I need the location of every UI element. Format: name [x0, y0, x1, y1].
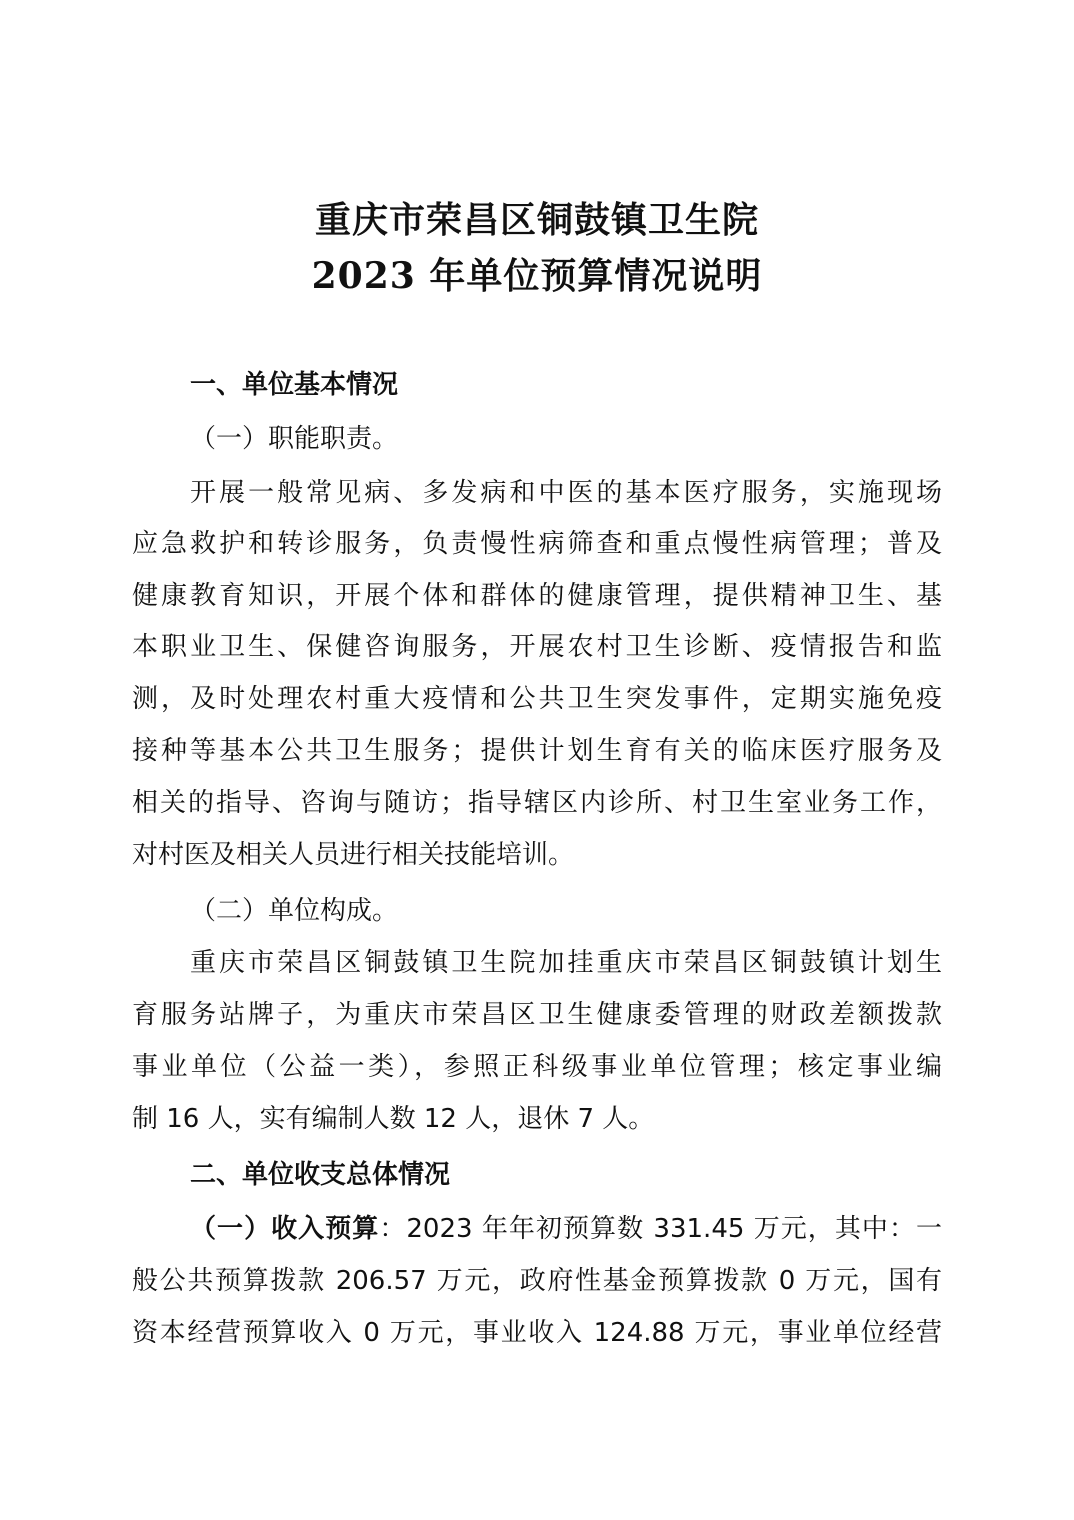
para1-line: 开展一般常见病、多发病和中医的基本医疗服务，实施现场 [190, 478, 942, 508]
document-title-line2: 2023 年单位预算情况说明 [311, 255, 763, 297]
section1-heading: 一、单位基本情况 [190, 370, 399, 400]
section1-sub2: （二）单位构成。 [190, 896, 399, 926]
para1-line: 对村医及相关人员进行相关技能培训。 [132, 840, 575, 870]
para1-line: 相关的指导、咨询与随访；指导辖区内诊所、村卫生室业务工作， [132, 788, 942, 818]
income-line: 资本经营预算收入 0 万元，事业收入 124.88 万元，事业单位经营 [132, 1318, 942, 1348]
section2-heading: 二、单位收支总体情况 [190, 1160, 451, 1190]
para1-line: 接种等基本公共卫生服务；提供计划生育有关的临床医疗服务及 [132, 736, 942, 766]
income-line1 [190, 1208, 942, 1245]
document-title-line1: 重庆市荣昌区铜鼓镇卫生院 [314, 199, 759, 241]
para2-line: 事业单位（公益一类），参照正科级事业单位管理；核定事业编 [132, 1052, 942, 1082]
section1-sub1: （一）职能职责。 [190, 424, 399, 454]
para2-line: 重庆市荣昌区铜鼓镇卫生院加挂重庆市荣昌区铜鼓镇计划生 [190, 948, 942, 978]
income-label: （一）收入预算 [190, 1214, 380, 1244]
para1-line: 测，及时处理农村重大疫情和公共卫生突发事件，定期实施免疫 [132, 684, 942, 714]
para2-line: 育服务站牌子，为重庆市荣昌区卫生健康委管理的财政差额拨款 [132, 1000, 942, 1030]
income-line: 般公共预算拨款 206.57 万元，政府性基金预算拨款 0 万元，国有 [132, 1266, 942, 1296]
para1-line: 应急救护和转诊服务，负责慢性病筛查和重点慢性病管理；普及 [132, 529, 942, 559]
para1-line: 健康教育知识，开展个体和群体的健康管理，提供精神卫生、基 [132, 581, 942, 611]
para1-line: 本职业卫生、保健咨询服务，开展农村卫生诊断、疫情报告和监 [132, 632, 942, 662]
para2-line: 制 16 人，实有编制人数 12 人，退休 7 人。 [132, 1104, 655, 1134]
income-line1-text: ：2023 年年初预算数 331.45 万元，其中：一 [379, 1214, 942, 1244]
